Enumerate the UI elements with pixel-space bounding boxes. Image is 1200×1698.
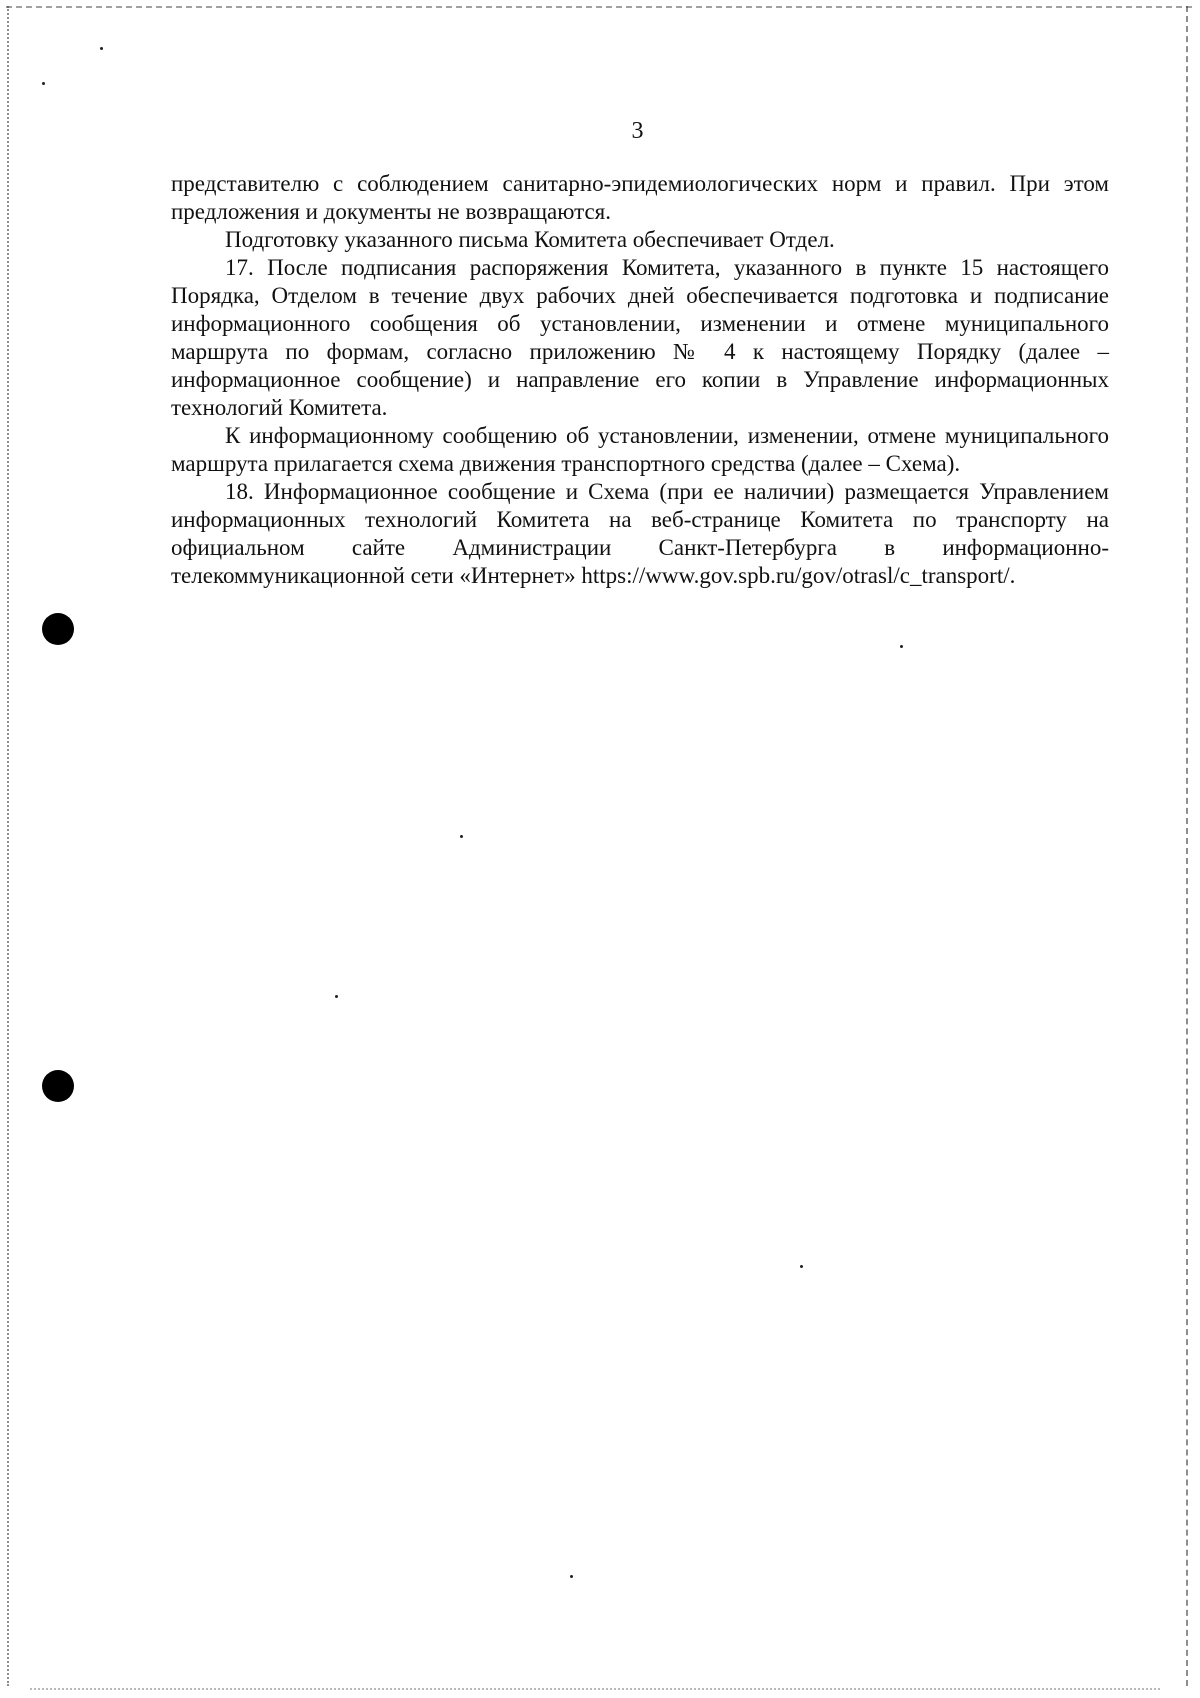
scan-speck — [100, 47, 103, 50]
scan-edge-bottom — [30, 1688, 1160, 1690]
scan-edge-top — [6, 6, 1192, 8]
scan-edge-right — [1186, 6, 1188, 1686]
punch-hole-bottom — [42, 1070, 74, 1102]
scan-speck — [900, 645, 903, 648]
paragraph-continuation: представителю с соблюдением санитарно-эпидемиологических норм и правил. При этом предложения и документы не возвращаются. — [171, 171, 1109, 224]
punch-hole-top — [42, 613, 74, 645]
scan-speck — [335, 995, 338, 998]
scan-speck — [570, 1575, 573, 1578]
paragraph-letter-preparation: Подготовку указанного письма Комитета обеспечивает Отдел. — [225, 227, 835, 252]
scan-speck — [800, 1265, 803, 1268]
paragraph-scheme-attachment: К информационному сообщению об установлении, изменении, отмене муниципального маршрута прилагается схема движения транспортного средства (далее – Схема). — [171, 423, 1109, 476]
paragraph-item-17: 17. После подписания распоряжения Комитета, указанного в пункте 15 настоящего Порядка, Отделом в течение двух рабочих дней обеспечивается подготовка и подписание информационного сообщения об установлении, изменении и отмене муниципального маршрута по формам, согласно приложению № 4 к настоящему Порядку (далее – информационное сообщение) и направление его копии в Управление информационных технологий Комитета. — [171, 255, 1109, 420]
page-number: 3 — [631, 118, 644, 144]
paragraph-item-18: 18. Информационное сообщение и Схема (при ее наличии) размещается Управлением информационных технологий Комитета на веб-странице Комитета по транспорту на официальном сайте Администрации Санкт-Петербурга в информационно-телекоммуникационной сети «Интернет» https://www.gov.spb.ru/gov/otrasl/c_transport/. — [171, 479, 1109, 588]
scan-speck — [42, 82, 45, 85]
document-body — [171, 170, 1109, 590]
scan-speck — [460, 835, 463, 838]
scan-edge-left — [7, 6, 9, 1686]
